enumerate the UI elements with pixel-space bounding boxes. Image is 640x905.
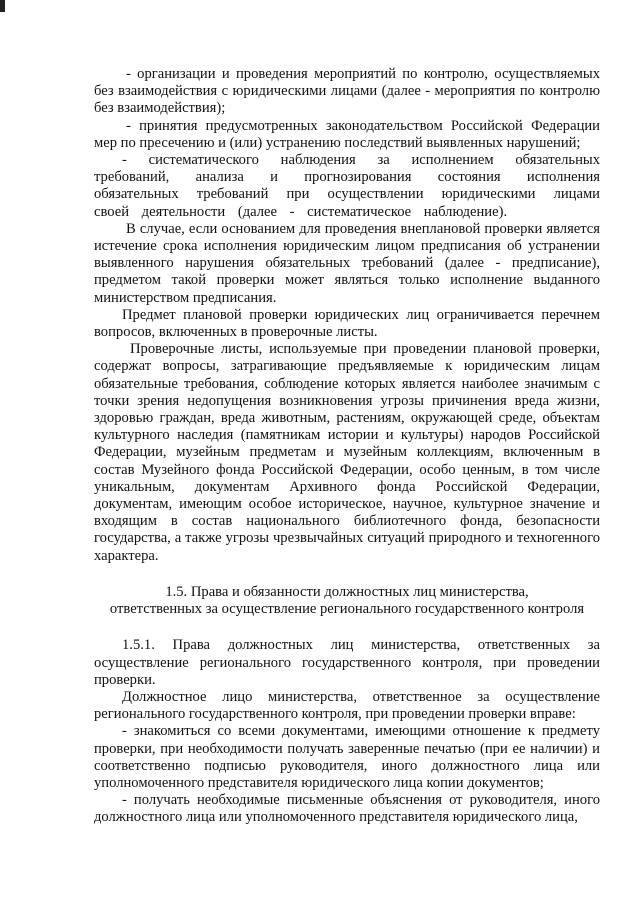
document-body xyxy=(94,66,600,827)
section-heading-line-2: ответственных за осуществление регионального государственного контроля xyxy=(109,601,585,618)
paragraph: В случае, если основанием для проведения внеплановой проверки является истечение срока исполнения юридическим лицом предписания об устранении выявленного нарушения обязательных требований (далее - предписание), предметом такой проверки может являться только исполнение выданного министерством предписания. xyxy=(94,220,600,306)
paragraph: - систематического наблюдения за исполнением обязательных требований, анализа и прогнозирования состояния исполнения обязательных требований при осуществлении юридическими лицами своей деятельности (далее - систематическое наблюдение). xyxy=(94,152,600,220)
scan-edge-mark xyxy=(0,0,5,12)
section-heading xyxy=(94,584,600,618)
paragraph: Проверочные листы, используемые при проведении плановой проверки, содержат вопросы, затрагивающие предъявляемые к юридическим лицам обязательные требования, соблюдение которых является наиболее значимым с точки зрения недопущения возникновения угрозы причинения вреда жизни, здоровью граждан, вреда животным, растениям, окружающей среде, объектам культурного наследия (памятникам истории и культуры) народов Российской Федерации, музейным предметам и музейным коллекциям, включенным в состав Музейного фонда Российской Федерации, особо ценным, в том числе уникальным, документам Архивного фонда Российской Федерации, документам, имеющим особое историческое, научное, культурное значение и входящим в состав национального библиотечного фонда, безопасности государства, а также угрозы чрезвычайных ситуаций природного и техногенного характера. xyxy=(94,341,600,564)
paragraph: 1.5.1. Права должностных лиц министерства, ответственных за осуществление регионального государственного контроля, при проведении проверки. xyxy=(94,637,600,688)
paragraph: - знакомиться со всеми документами, имеющими отношение к предмету проверки, при необходимости получать заверенные печатью (при ее наличии) и соответственно подписью руководителя, иного должностного лица или уполномоченного представителя юридического лица копии документов; xyxy=(94,723,600,791)
paragraph: - получать необходимые письменные объяснения от руководителя, иного должностного лица или уполномоченного представителя юридического лица, xyxy=(94,792,600,826)
section-heading-line-1: 1.5. Права и обязанности должностных лиц министерства, xyxy=(165,583,529,600)
paragraph: Должностное лицо министерства, ответственное за осуществление регионального государственного контроля, при проведении проверки вправе: xyxy=(94,688,600,723)
paragraph: - организации и проведения мероприятий по контролю, осуществляемых без взаимодействия с юридическими лицами (далее - мероприятия по контролю без взаимодействия); xyxy=(94,66,600,117)
paragraph: - принятия предусмотренных законодательством Российской Федерации мер по пресечению и (или) устранению последствий выявленных нарушений; xyxy=(94,117,600,151)
paragraph: Предмет плановой проверки юридических лиц ограничивается перечнем вопросов, включенных в проверочные листы. xyxy=(94,306,600,341)
